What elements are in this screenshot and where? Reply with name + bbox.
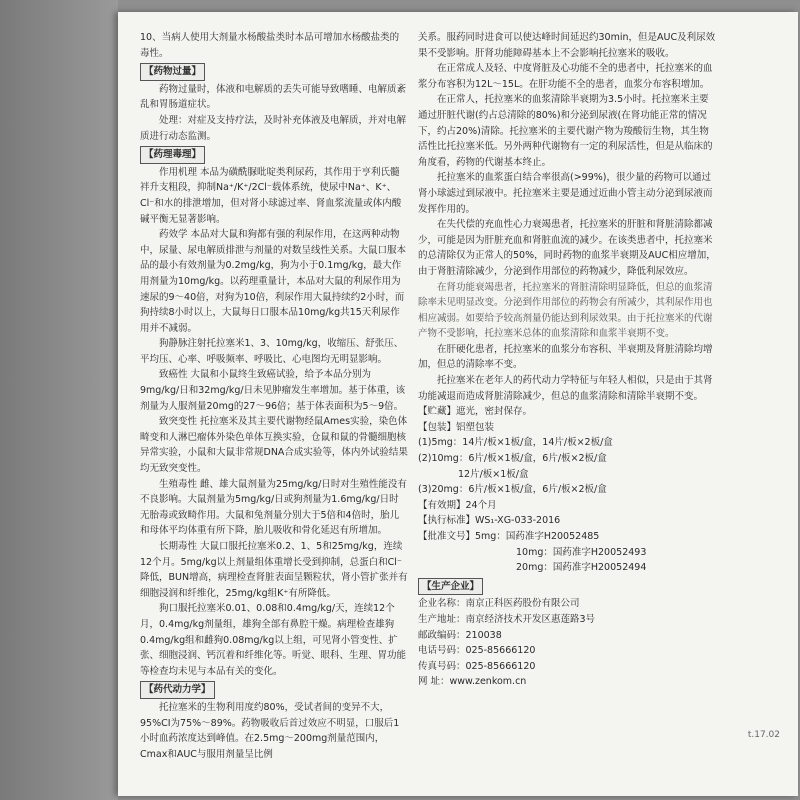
paragraph: 在失代偿的充血性心力衰竭患者，托拉塞米的肝脏和肾脏清除都减少，可能是因为肝脏充血和肾脏血流的减少。在该类患者中，托拉塞米的总清除仅为正常人的50%，同时药物的血浆半衰期及AUC相应增加，由于肾脏清除减少，分泌到作用部位的药物减少，降低利尿效应。 <box>418 219 716 277</box>
maker-line: 邮政编码：210038 <box>418 629 502 641</box>
maker-line: 网 址：www.zenkom.cn <box>418 676 527 688</box>
paragraph: 致癌性 大鼠和小鼠终生致癌试验，给予本品分别为9mg/kg/日和32mg/kg/日未见肿瘤发生率增加。基于体重，该剂量为人服剂量20mg的27～96倍；基于体表面积为5～9倍。 <box>140 369 406 412</box>
package-heading: 【包装】铝塑包装 <box>418 421 495 433</box>
section-heading: 【药代动力学】 <box>140 681 408 699</box>
left-column <box>140 30 408 762</box>
maker-line: 传真号码：025-85666120 <box>418 660 536 672</box>
package-line: (3)20mg：6片/板×1板/盒，6片/板×2板/盒 <box>418 484 607 496</box>
paragraph: 托拉塞米在老年人的药代动力学特征与年轻人相似，只是由于其肾功能减退而造成肾脏清除减少，但总的血浆清除和清除半衰期不变。 <box>418 375 713 402</box>
paragraph: 致突变性 托拉塞米及其主要代谢物经鼠Ames实验，染色体畸变和人淋巴瘤体外染色单体互换实验，仓鼠和鼠的骨髓细胞核异常实验，小鼠和大鼠非常规DNA合成实验等，体内外试验结果均无致突变性。 <box>140 416 408 475</box>
paragraph: 在肾功能衰竭患者，托拉塞米的肾脏清除明显降低，但总的血浆清除率未见明显改变。分泌到作用部位的药物会有所减少，其利尿作用也相应减弱。如要给予较高剂量仍能达到利尿效果。由于托拉塞米的代谢产物不受影响，托拉塞米总体的血浆清除和血浆半衰期不变。 <box>418 281 713 340</box>
package-insert-page <box>118 12 798 796</box>
approval-line: 10mg：国药准字H20052493 <box>516 546 647 558</box>
paragraph: 狗口服托拉塞米0.01、0.08和0.4mg/kg/天，连续12个月，0.4mg/kg剂量组，雄狗全部有鼻腔干燥。病理检查雄狗0.4mg/kg组和雌狗0.08mg/kg以上组，可见肾小管变性、扩张、细胞浸润、钙沉着和纤维化等。听觉、眼科、生理、胃功能等检查均未见与本品有关的变化。 <box>140 603 407 677</box>
right-column <box>418 30 718 690</box>
paragraph: 狗静脉注射托拉塞米1、3、10mg/kg，收缩压、舒张压、平均压、心率、呼吸频率、呼吸比、心电图均无明显影响。 <box>140 338 404 365</box>
maker-line: 电话号码：025-85666120 <box>418 645 536 657</box>
paragraph: 药物过量时，体液和电解质的丢失可能导致嗜睡、电解质紊乱和胃肠道症状。 <box>140 83 407 111</box>
paragraph: 长期毒性 大鼠口服托拉塞米0.2、1、5和25mg/kg，连续12个月。5mg/kg以上剂量组体重增长受到抑制，总蛋白和Cl⁻降低，BUN增高，病理检查肾脏表面呈颗粒状，肾小管扩张并有细胞浸润和纤维化，25mg/kg组K⁺有所降低。 <box>140 541 408 599</box>
standard-line: 【执行标准】WS₁-XG-033-2016 <box>418 515 561 527</box>
paragraph: 托拉塞米的血浆蛋白结合率很高(>99%)，很少量的药物可以通过肾小球滤过到尿液中。托拉塞米主要是通过近曲小管主动分泌到尿液而发挥作用的。 <box>418 172 713 215</box>
paragraph: 作用机理 本品为磺酰脲吡啶类利尿药，其作用于亨利氏髓袢升支粗段，抑制Na⁺/K⁺/2Cl⁻载体系统，使尿中Na⁺、K⁺、Cl⁻和水的排泄增加，但对肾小球滤过率、肾血浆流量或体内酸碱平衡无显著影响。 <box>140 166 402 225</box>
page-code: t.17.02 <box>747 730 780 740</box>
section-heading: 【药理毒理】 <box>140 146 408 164</box>
paragraph: 在正常成人及轻、中度肾脏及心功能不全的患者中，托拉塞米的血浆分布容积为12L～15L。在肝功能不全的患者，血浆分布容积增加。 <box>418 63 713 90</box>
section-heading: 【生产企业】 <box>418 578 718 596</box>
maker-line: 生产地址：南京经济技术开发区惠莲路3号 <box>418 613 596 625</box>
paragraph: 关系。服药同时进食可以使达峰时间延迟约30min，但是AUC及利尿效果不受影响。肝肾功能障碍基本上不会影响托拉塞米的吸收。 <box>418 32 716 59</box>
approval-line: 【批准文号】5mg：国药准字H20052485 <box>418 531 600 542</box>
approval-line: 20mg：国药准字H20052494 <box>516 562 647 574</box>
paragraph: 生殖毒性 雌、雄大鼠剂量为25mg/kg/日时对生殖性能没有不良影响。大鼠剂量为5mg/kg/日或狗剂量为1.6mg/kg/日时无胎毒或致畸作用。大鼠和兔剂量分别大于5倍和4倍时，胎儿和母体平均体重有所下降，胎儿吸收和骨化延迟有所增加。 <box>140 478 407 537</box>
package-line: (1)5mg：14片/板×1板/盒，14片/板×2板/盒 <box>418 437 613 449</box>
validity-line: 【有效期】24个月 <box>418 499 497 511</box>
paragraph: 药效学 本品对大鼠和狗都有强的利尿作用，在这两种动物中，尿量、尿电解质排泄与剂量的对数呈线性关系。大鼠口服本品的最小有效剂量为0.2mg/kg，狗为小于0.1mg/kg，最大作用剂量为10mg/kg。以药理重量计，本品对大鼠的利尿作用为速尿的9～40倍，对狗为10倍，利尿作用大鼠持续约2小时，而狗持续8小时以上，大鼠每日口服本品10mg/kg共15天利尿作用并不减弱。 <box>140 229 407 334</box>
package-line: 12片/板×1板/盒 <box>458 468 529 480</box>
paragraph: 处理：对症及支持疗法，及时补充体液及电解质，并对电解质进行动态监测。 <box>140 114 407 142</box>
paragraph: 在正常人，托拉塞米的血浆清除半衰期为3.5小时。托拉塞米主要通过肝脏代谢(约占总清除的80%)和分泌到尿液(在肾功能正常的情况下，约占20%)清除。托拉塞米的主要代谢产物为羧酸衍生物，其生物活性比托拉塞米低。另外两种代谢物有一定的利尿活性，但是从临床的角度看，药物的代谢基本终止。 <box>418 94 713 168</box>
maker-line: 企业名称：南京正科医药股份有限公司 <box>418 598 580 610</box>
storage-line: 【贮藏】遮光，密封保存。 <box>418 406 533 418</box>
paragraph: 10、当病人使用大剂量水杨酸盐类时本品可增加水杨酸盐类的毒性。 <box>140 32 400 59</box>
section-heading: 【药物过量】 <box>140 63 408 81</box>
paragraph: 在肝硬化患者，托拉塞米的血浆分布容积、半衰期及肾脏清除均增加，但总的清除率不变。 <box>418 343 713 371</box>
paragraph: 托拉塞米的生物利用度约80%，受试者间的变异不大，95%CI为75%～89%。药物吸收后首过效应不明显，口服后1小时血药浓度达到峰值。在2.5mg～200mg剂量范围内，Cmax和AUC与服用剂量呈比例 <box>140 701 400 760</box>
background-left <box>0 0 118 800</box>
package-line: (2)10mg：6片/板×1板/盒，6片/板×2板/盒 <box>418 453 607 465</box>
